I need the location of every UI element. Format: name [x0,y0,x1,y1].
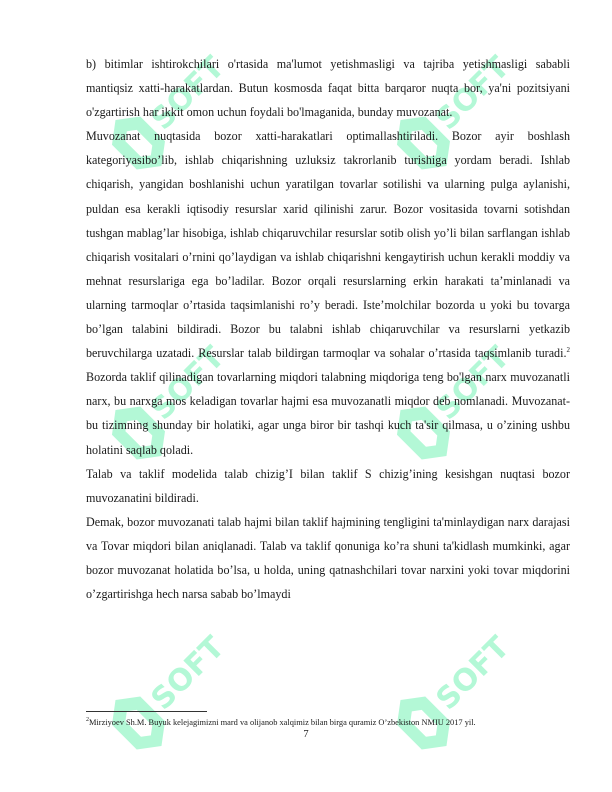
document-body [86,49,570,606]
footnote-marker: 2 [86,717,89,723]
paragraph-2 [86,124,570,461]
paragraph-2-text-a: Muvozanat nuqtasida bozor xatti-harakatlari optimallashtiriladi. Bozor ayir boshlash kategoriyasibo’lib, ishlab chiqarishning uzluksiz takrorlanib turishiga yordam beradi. Ishlab chiqarish, yangidan boshlanishi uchun yaratilgan tovarlar sotilishi va ularning pulga aylanishi, puldan esa kerakli iqtisodiy resurslar xarid qilinishi zarur. Bozor vositasida tovarni sotishdan tushgan mablag’lar hisobiga, ishlab chiqaruvchilar resurslar sotib olish yo’li bilan sarflangan ishlab chiqarish vositalari o’rnini qo’laydigan va ishlab chiqarishni kengaytirish uchun kerakli moddiy va mehnat resurslariga ega bo’ladilar. Bozor orqali resurslarning erkin harakati ta’minlanadi va ularning tarmoqlar o’rtasida taqsimlanishi ro’y beradi. Iste’molchilar bozorda u yoki bu tovarga bo’lgan talabini bildiradi. Bozor bu talabni ishlab chiqaruvchilar va resurslarni yetkazib beruvchilarga uzatadi. Resurslar talab bildirgan tarmoqlar va sohalar o’rtasida taqsimlanib turadi. [86,129,570,361]
watermark-wordmark: SOFT [144,339,232,427]
footnote-text: Mirziyoev Sh.M. Buyuk kelejagimizni mard va olijanob xalqimiz bilan birga quramiz O’zbekiston NMIU 2017 yil. [89,717,476,727]
watermark-wordmark: SOFT [429,339,517,427]
watermark-wordmark: SOFT [429,49,517,137]
paragraph-1: b) bitimlar ishtirokchilari o'rtasida ma'lumot yetishmasligi va tajriba yetishmasligi sababli mantiqsiz xatti-harakatlardan. Butun kosmosda faqat bitta barqaror nuqta bor, ya'ni pozitsiyani o'zgartirish har ikkit omon uchun foydali bo'lmaganida, bunday muvozanat. [86,57,570,120]
watermark-logo [375,625,525,775]
footnote [86,714,570,729]
watermark-logo [90,625,240,775]
watermark-wordmark: SOFT [429,629,517,717]
paragraph-2-text-b: Bozorda taklif qilinadigan tovarlarning miqdori talabning miqdoriga teng bo'lgan narx muvozanatli narx, bu narxga mos keladigan tovarlar hajmi esa muvozanatli miqdor deb nomlanadi. Muvozanat- bu tizimning shunday bir holatiki, agar unga biror bir tashqi kuch ta'sir qilmasa, u o’zining ushbu holatini saqlab qoladi. [86,370,570,457]
page-number: 7 [303,729,309,740]
watermark-wordmark: SOFT [144,629,232,717]
footnote-reference[interactable]: 2 [566,346,570,355]
paragraph-3: Talab va taklif modelida talab chizig’I bilan taklif S chizig’ining kesishgan nuqtasi bozor muvozanatini bildiradi. [86,466,570,505]
paragraph-4: Demak, bozor muvozanati talab hajmi bilan taklif hajmining tengligini ta'minlaydigan narx darajasi va Tovar miqdori bilan aniqlanadi. Talab va taklif qonuniga ko’ra shuni ta'kidlash mumkinki, agar bozor muvozanat holatida bo’lsa, u holda, uning qatnashchilari tovar narxini yoki tovar miqdorini o’zgartirishga hech narsa sabab bo’lmaydi [86,514,570,602]
footnote-divider [86,711,207,712]
watermark-wordmark: SOFT [144,49,232,137]
